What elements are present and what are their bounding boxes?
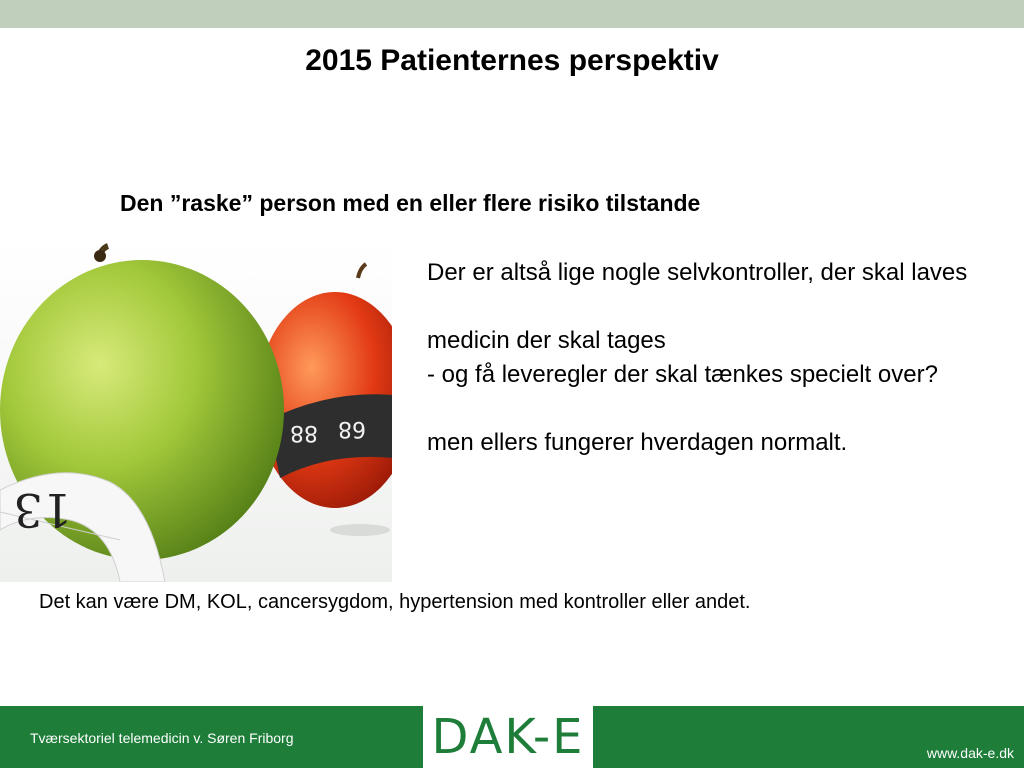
body-line-2: medicin der skal tages xyxy=(427,327,666,354)
body-line-4: men ellers fungerer hverdagen normalt. xyxy=(427,429,848,456)
footer-bar xyxy=(0,706,1024,768)
body-spacer xyxy=(427,392,987,426)
body-line-1: Der er altså lige nogle selvkontroller, der skal laves xyxy=(427,259,968,286)
tape-number-68: 68 xyxy=(338,416,366,441)
slide-note: Det kan være DM, KOL, cancersygdom, hypertension med kontroller eller andet. xyxy=(39,591,751,613)
top-band xyxy=(0,0,1024,28)
tape-number-88: 88 xyxy=(290,420,318,445)
logo-box xyxy=(423,706,593,768)
footer-url[interactable]: www.dak-e.dk xyxy=(926,745,1014,761)
slide-title: 2015 Patienternes perspektiv xyxy=(305,44,719,77)
dak-e-logo: DAK-E xyxy=(431,709,585,765)
body-line-3: - og få leveregler der skal tænkes specielt over? xyxy=(427,361,938,388)
tape-number-13: 13 xyxy=(13,483,72,537)
slide-subtitle: Den ”raske” person med en eller flere risiko tilstande xyxy=(120,190,701,216)
apples-photo xyxy=(0,240,392,582)
body-text xyxy=(427,256,987,460)
footer-credit: Tværsektoriel telemedicin v. Søren Friborg xyxy=(30,730,294,746)
apples-illustration-icon xyxy=(0,240,392,582)
body-spacer xyxy=(427,290,987,324)
